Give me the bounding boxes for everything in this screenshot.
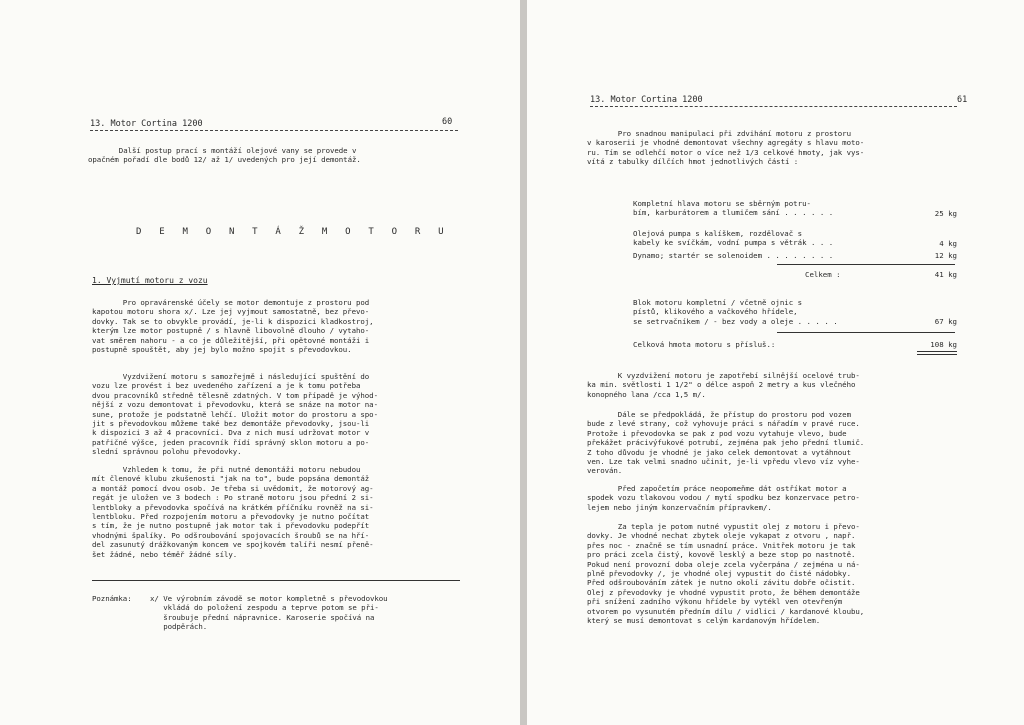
grand-total-underline (917, 351, 957, 355)
footnote-rule (92, 580, 460, 581)
grand-total-label: Celková hmota motoru s přísluš.: (633, 340, 776, 349)
page-number: 61 (957, 95, 968, 105)
subsection-heading: 1. Vyjmutí motoru z vozu (92, 276, 208, 285)
footnote-label: Poznámka: (92, 594, 132, 603)
paragraph-3: Vzhledem k tomu, že při nutné demontáži motoru nebudou mít členové klubu zkušenosti "jak na to", bude popsána demontáž a montáž pomocí dvou osob. Je třeba si uvědomit, že motorový ag- regát je uložen ve 3 bodech : Po straně motoru jsou přední 2 si- lentbloky a převodovka spočívá na krátkém příčníku rovněž na si- lentbloku. Před rozpojením motoru a převodovky je nutno počítat s tím, že je nutno postupně jak motor tak i převodovku podepřít vhodnými špalíky. Po odšroubování spojovacích šroubů se na hří- del zasunutý drážkovaným koncem ve spojkovém talíři nesmí přeně- šet žádné, nebo téměř žádné síly. (92, 465, 374, 559)
weight-row-dynamo: Dynamo; startér se solenoidem . . . . . . . . (633, 251, 834, 260)
grand-total-rule (777, 332, 955, 333)
intro-paragraph: Pro snadnou manipulaci při zdvihání motoru z prostoru v karoserii je vhodné demontovat všechny agregáty s hlavu moto- ru. Tím se odlehčí motor o více než 1/3 celkové hmoty, jak vys- vítá z tabulky dílčích hmot jednotlivých částí : (587, 129, 865, 167)
right-page (527, 0, 1024, 725)
section-title: D E M O N T Á Ž M O T O R U (136, 227, 450, 237)
weight-value-dynamo: 12 kg (934, 251, 957, 260)
header-rule (590, 106, 957, 107)
header-rule (90, 130, 458, 131)
paragraph-1: K vyzdvižení motoru je zapotřebí silnější ocelové trub- ka min. světlosti 1 1/2" o délce aspoň 2 metry a kus vlečného konopného lana /cca 1,5 m/. (587, 371, 860, 399)
paragraph-4: Za tepla je potom nutné vypustit olej z motoru i převo- dovky. Je vhodné nechat zbytek oleje vykapat z otvoru , např. přes noc - značně se tím usnadní práce. Vnitřek motoru je tak pro práci zcela čistý, kovově lesklý a beze stop po nastnotě. Pokud není provozní doba oleje zcela vyčerpána / zejména u ná- plně převodovky /, je vhodné olej vypustit do čisté nádobky. Před odšroubováním zátek je nutno okolí závitu dobře očistit. Olej z převodovky je vhodné vypustit proto, že během demontáže při snížení zadního výkonu hřídele by vytékl ven otevřeným otvorem po vysunutém předním dílu / vidlici / kardanové kloubu, který se musí demontovat s celým kardanovým hřídelem. (587, 522, 865, 626)
page-number: 60 (442, 117, 453, 127)
engine-block-value: 67 kg (934, 317, 957, 326)
paragraph-1: Pro opravárenské účely se motor demontuje z prostoru pod kapotou motoru shora x/. Lze jej vyjmout samostatně, bez převo- dovky. Tak se to obvykle provádí, je-li k dispozici kladkostroj, kterým lze motor postupně / s hlavně libovolně dlouho / vytaho- vat směrem nahoru - a co je důležitější, při opětovné montáži i postupně spouštět, aby jej bylo možno spojit s převodovkou. (92, 298, 374, 355)
footnote-text: x/ Ve výrobním závodě se motor kompletně s převodovkou vkládá do položení zespodu a teprve potom se při- šroubuje přední nápravnice. Karoserie spočívá na podpěrách. (150, 594, 388, 632)
page-gutter (520, 0, 527, 725)
page-header-title: 13. Motor Cortina 1200 (590, 95, 703, 105)
grand-total-value: 108 kg (930, 340, 957, 349)
subtotal-label: Celkem : (805, 270, 841, 279)
weight-value-head: 25 kg (934, 209, 957, 218)
weight-value-pump: 4 kg (939, 239, 957, 248)
paragraph-2: Dále se předpokládá, že přístup do prostoru pod vozem bude z levé strany, což vyhovuje práci s nářadím v pravé ruce. Protože i převodovka se pak z pod vozu vytahuje vlevo, bude překážet prácivýfukové potrubí, zejména pak jeho přední tlumič. Z toho důvodu je vhodné je jako celek demontovat a vytáhnout ven. Lze tak velmi snadno učinit, je-li vpředu vlevo víz vyhe- verován. (587, 410, 865, 476)
paragraph-2: Vyzdvižení motoru s samozřejmě i následující spuštění do vozu lze provést i bez uvedeného zařízení a je k tomu potřeba dvou pracovníků středně tělesně zdatných. V tom případě je výhod- nější z vozu demontovat i převodovku, která se snáze na motor na- sune, protože je podstatně lehčí. Uložit motor do prostoru a spo- jit s převodovkou můžeme také bez demontáže převodovky, jsou-li k dispozici 3 až 4 pracovníci. Dva z nich musí udržovat motor v patřičné výšce, jeden pracovník řídí správný sklon motoru a po- slední správnou polohu převodovky. (92, 372, 378, 457)
intro-paragraph: Další postup prací s montáží olejové vany se provede v opačném pořadí dle bodů 12/ až 1/ uvedených pro její demontáž. (88, 146, 361, 165)
subtotal-rule (777, 264, 955, 265)
paragraph-3: Před započetím práce neopomeňme dát ostříkat motor a spodek vozu tlakovou vodou / mytí spodku bez konzervace petro- lejem nebo jiným konzervačním přípravkem/. (587, 484, 860, 512)
weight-row-pump: Olejová pumpa s kalíškem, rozdělovač s kabely ke svíčkám, vodní pumpa s větrák . . . (633, 229, 834, 248)
page-header-title: 13. Motor Cortina 1200 (90, 119, 203, 129)
engine-block-label: Blok motoru kompletní / včetně ojnic s pístů, klikového a vačkového hřídele, se setrvačníkem / - bez vody a oleje . . . . . (633, 298, 838, 326)
subtotal-value: 41 kg (934, 270, 957, 279)
weight-row-head: Kompletní hlava motoru se sběrným potru- bím, karburátorem a tlumičem sání . . . . . . (633, 199, 834, 218)
